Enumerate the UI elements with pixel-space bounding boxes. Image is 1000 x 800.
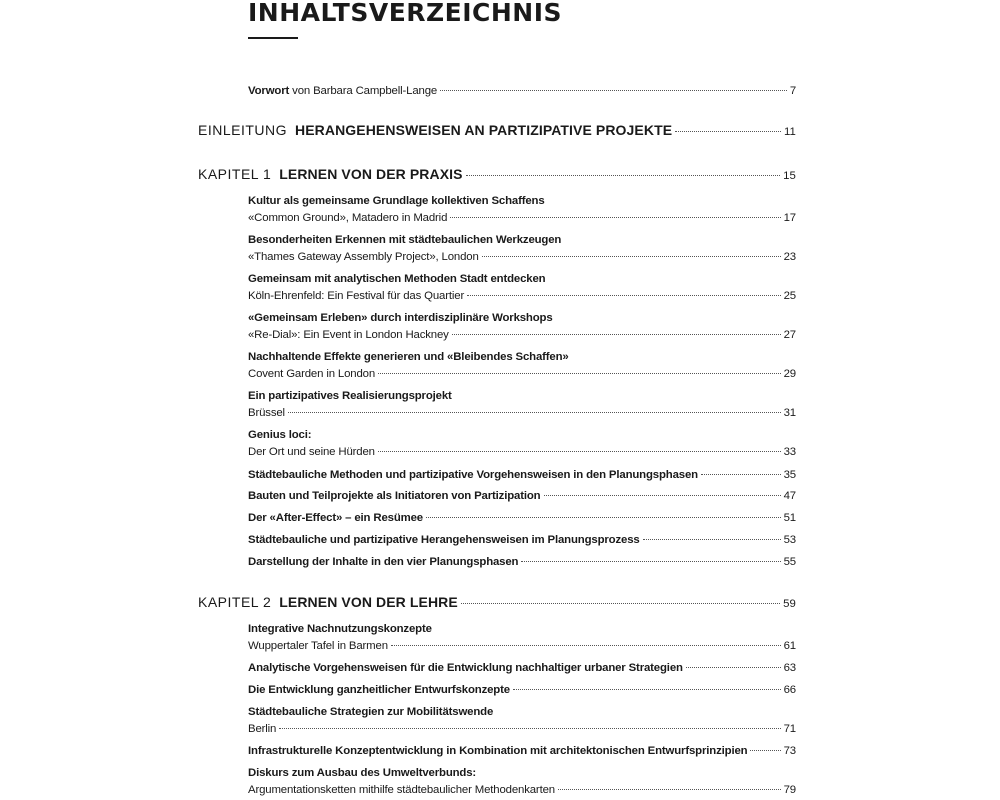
page-number: 53 xyxy=(783,534,796,546)
page-number: 55 xyxy=(783,556,796,568)
entry-title: Der «After-Effect» – ein Resümee xyxy=(248,512,423,524)
entry-title: Städtebauliche Methoden und partizipative Vorgehensweisen in den Planungsphasen xyxy=(248,469,698,481)
page-number: 15 xyxy=(783,170,796,182)
dot-leader xyxy=(643,539,781,540)
toc-entry[interactable] xyxy=(248,640,796,652)
toc-entry[interactable] xyxy=(248,212,796,224)
toc-entry[interactable] xyxy=(248,251,796,263)
page-number: 33 xyxy=(783,446,796,458)
entry-subtitle: Argumentationsketten mithilfe städtebaulicher Methodenkarten xyxy=(248,784,555,796)
toc-entry[interactable] xyxy=(248,662,796,674)
toc-entry[interactable] xyxy=(248,490,796,502)
dot-leader xyxy=(288,412,781,413)
toc-entry[interactable] xyxy=(248,329,796,341)
page-title: INHALTSVERZEICHNIS xyxy=(248,0,563,27)
dot-leader xyxy=(466,175,781,176)
toc-entry[interactable] xyxy=(248,745,796,757)
dot-leader xyxy=(378,451,781,452)
chapter-label: KAPITEL 1 xyxy=(198,166,272,182)
toc-entry-preface[interactable] xyxy=(248,85,796,97)
entry-subtitle: Der Ort und seine Hürden xyxy=(248,446,375,458)
toc-entry[interactable] xyxy=(248,534,796,546)
dot-leader xyxy=(750,750,780,751)
section-heading: Städtebauliche Strategien zur Mobilitätswende xyxy=(248,706,494,718)
dot-leader xyxy=(452,334,781,335)
toc-entry[interactable] xyxy=(248,556,796,568)
entry-title: Darstellung der Inhalte in den vier Planungsphasen xyxy=(248,556,519,568)
page-number: 23 xyxy=(783,251,796,263)
toc-entry[interactable] xyxy=(248,290,796,302)
dot-leader xyxy=(482,256,781,257)
dot-leader xyxy=(675,131,781,132)
toc-intro[interactable] xyxy=(198,122,796,138)
entry-subtitle: Berlin xyxy=(248,723,277,735)
toc-chapter-2[interactable] xyxy=(198,594,796,610)
section-heading: Besonderheiten Erkennen mit städtebaulichen Werkzeugen xyxy=(248,234,562,246)
page-number: 17 xyxy=(783,212,796,224)
toc-entry[interactable] xyxy=(248,512,796,524)
section-heading: Ein partizipatives Realisierungsprojekt xyxy=(248,390,452,402)
dot-leader xyxy=(440,90,787,91)
dot-leader xyxy=(426,517,781,518)
dot-leader xyxy=(461,603,780,604)
section-heading: Nachhaltende Effekte generieren und «Bleibendes Schaffen» xyxy=(248,351,569,363)
page-number: 71 xyxy=(783,723,796,735)
dot-leader xyxy=(686,667,781,668)
toc-chapter-1[interactable] xyxy=(198,166,796,182)
page-number: 73 xyxy=(783,745,796,757)
entry-title: Städtebauliche und partizipative Herangehensweisen im Planungsprozess xyxy=(248,534,640,546)
dot-leader xyxy=(467,295,781,296)
page-number: 66 xyxy=(783,684,796,696)
toc-entry[interactable] xyxy=(248,469,796,481)
preface-label: Vorwort xyxy=(248,85,290,97)
page-number: 31 xyxy=(783,407,796,419)
entry-subtitle: Brüssel xyxy=(248,407,285,419)
page-number: 59 xyxy=(783,598,796,610)
dot-leader xyxy=(521,561,780,562)
dot-leader xyxy=(513,689,781,690)
section-heading: Gemeinsam mit analytischen Methoden Stadt entdecken xyxy=(248,273,546,285)
section-heading: Genius loci: xyxy=(248,429,312,441)
preface-author: von Barbara Campbell-Lange xyxy=(292,85,438,97)
page-number: 29 xyxy=(783,368,796,380)
page-number: 27 xyxy=(783,329,796,341)
page-number: 35 xyxy=(783,469,796,481)
section-heading: Integrative Nachnutzungskonzepte xyxy=(248,623,432,635)
entry-title: Die Entwicklung ganzheitlicher Entwurfskonzepte xyxy=(248,684,510,696)
entry-title: Bauten und Teilprojekte als Initiatoren von Partizipation xyxy=(248,490,541,502)
page-number: 11 xyxy=(783,126,796,138)
chapter-title: LERNEN VON DER LEHRE xyxy=(279,594,458,610)
dot-leader xyxy=(378,373,781,374)
intro-title: HERANGEHENSWEISEN AN PARTIZIPATIVE PROJEKTE xyxy=(295,122,673,138)
page-number: 51 xyxy=(783,512,796,524)
title-underline xyxy=(248,37,298,39)
entry-subtitle: Covent Garden in London xyxy=(248,368,376,380)
section-heading: «Gemeinsam Erleben» durch interdisziplinäre Workshops xyxy=(248,312,553,324)
chapter-label: KAPITEL 2 xyxy=(198,594,272,610)
entry-subtitle: «Re-Dial»: Ein Event in London Hackney xyxy=(248,329,449,341)
section-heading: Diskurs zum Ausbau des Umweltverbunds: xyxy=(248,767,477,779)
dot-leader xyxy=(450,217,780,218)
dot-leader xyxy=(544,495,781,496)
toc-entry[interactable] xyxy=(248,446,796,458)
toc-entry[interactable] xyxy=(248,368,796,380)
entry-subtitle: Köln-Ehrenfeld: Ein Festival für das Quartier xyxy=(248,290,465,302)
entry-subtitle: Wuppertaler Tafel in Barmen xyxy=(248,640,388,652)
dot-leader xyxy=(701,474,781,475)
page-number: 79 xyxy=(783,784,796,796)
page-number: 47 xyxy=(783,490,796,502)
toc-entry[interactable] xyxy=(248,723,796,735)
page-number: 25 xyxy=(783,290,796,302)
intro-label: EINLEITUNG xyxy=(198,122,288,138)
toc-entry[interactable] xyxy=(248,407,796,419)
page-number: 7 xyxy=(789,85,796,97)
toc-entry[interactable] xyxy=(248,684,796,696)
section-heading: Kultur als gemeinsame Grundlage kollektiven Schaffens xyxy=(248,195,545,207)
entry-title: Infrastrukturelle Konzeptentwicklung in Kombination mit architektonischen Entwurfsprinzipien xyxy=(248,745,748,757)
entry-title: Analytische Vorgehensweisen für die Entwicklung nachhaltiger urbaner Strategien xyxy=(248,662,683,674)
entry-subtitle: «Thames Gateway Assembly Project», London xyxy=(248,251,479,263)
dot-leader xyxy=(558,789,781,790)
page-number: 61 xyxy=(783,640,796,652)
chapter-title: LERNEN VON DER PRAXIS xyxy=(279,166,463,182)
page-number: 63 xyxy=(783,662,796,674)
entry-subtitle: «Common Ground», Matadero in Madrid xyxy=(248,212,448,224)
toc-entry[interactable] xyxy=(248,784,796,796)
dot-leader xyxy=(279,728,780,729)
dot-leader xyxy=(391,645,781,646)
